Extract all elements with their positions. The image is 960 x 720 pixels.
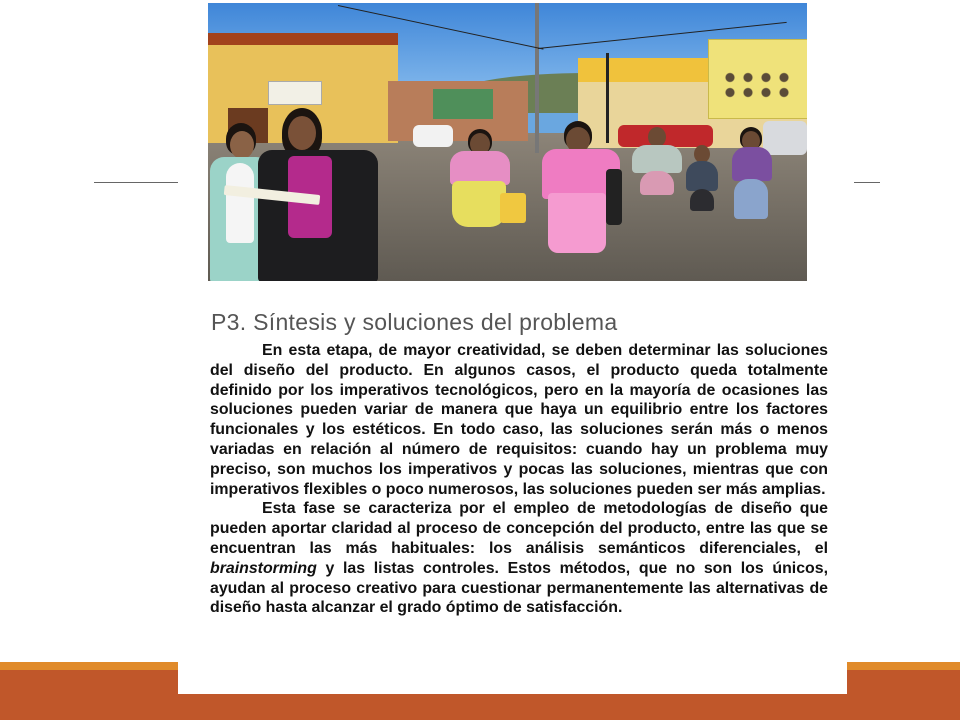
decorative-rule-left	[94, 182, 178, 183]
street-scene-photo	[208, 3, 807, 281]
document-body	[210, 341, 828, 618]
photo-shop-sign	[268, 81, 322, 105]
photo-roof	[208, 33, 398, 45]
photo-truck	[763, 121, 807, 155]
paragraph-2-text-end: y las listas controles. Estos métodos, que no son los únicos, ayudan al proceso creativo para cuestionar permanentemente las alternativas de diseño hasta alcanzar el grado óptimo de satisfacción.	[210, 559, 828, 617]
paragraph-2	[210, 499, 828, 618]
photo-awning	[578, 58, 718, 82]
photo-building-green	[433, 89, 493, 119]
photo-car-white	[413, 125, 453, 147]
scanned-document	[178, 289, 847, 694]
emphasized-term-brainstorming: brainstorming	[210, 559, 317, 577]
paragraph-1: En esta etapa, de mayor creatividad, se deben determinar las soluciones del diseño del producto. En algunos casos, el producto queda totalmente definido por los imperativos tecnológicos, pero en la mayoría de ocasiones las soluciones pueden variar de manera que haya un equilibrio entre los factores funcionales y los estéticos. En todo caso, las soluciones serán más o menos variadas en relación al número de requisitos: cuando hay un problema muy preciso, son muchos los imperativos y pocas las soluciones, mientras que con imperativos flexibles o poco numerosos, las soluciones pueden ser más amplias.	[210, 342, 828, 498]
photo-street-lamp	[606, 53, 609, 143]
photo-banner	[708, 39, 807, 119]
photo-banner-pictures	[721, 70, 793, 100]
paragraph-2-text-start: Esta fase se caracteriza por el empleo de metodologías de diseño que pueden aportar claridad al proceso de concepción del producto, entre las que se encuentran las más habituales: los análisis semánticos diferenciales, el	[210, 500, 828, 557]
decorative-rule-right	[854, 182, 880, 183]
photo-utility-pole	[535, 3, 539, 153]
section-heading: P3. Síntesis y soluciones del problema	[211, 309, 618, 335]
